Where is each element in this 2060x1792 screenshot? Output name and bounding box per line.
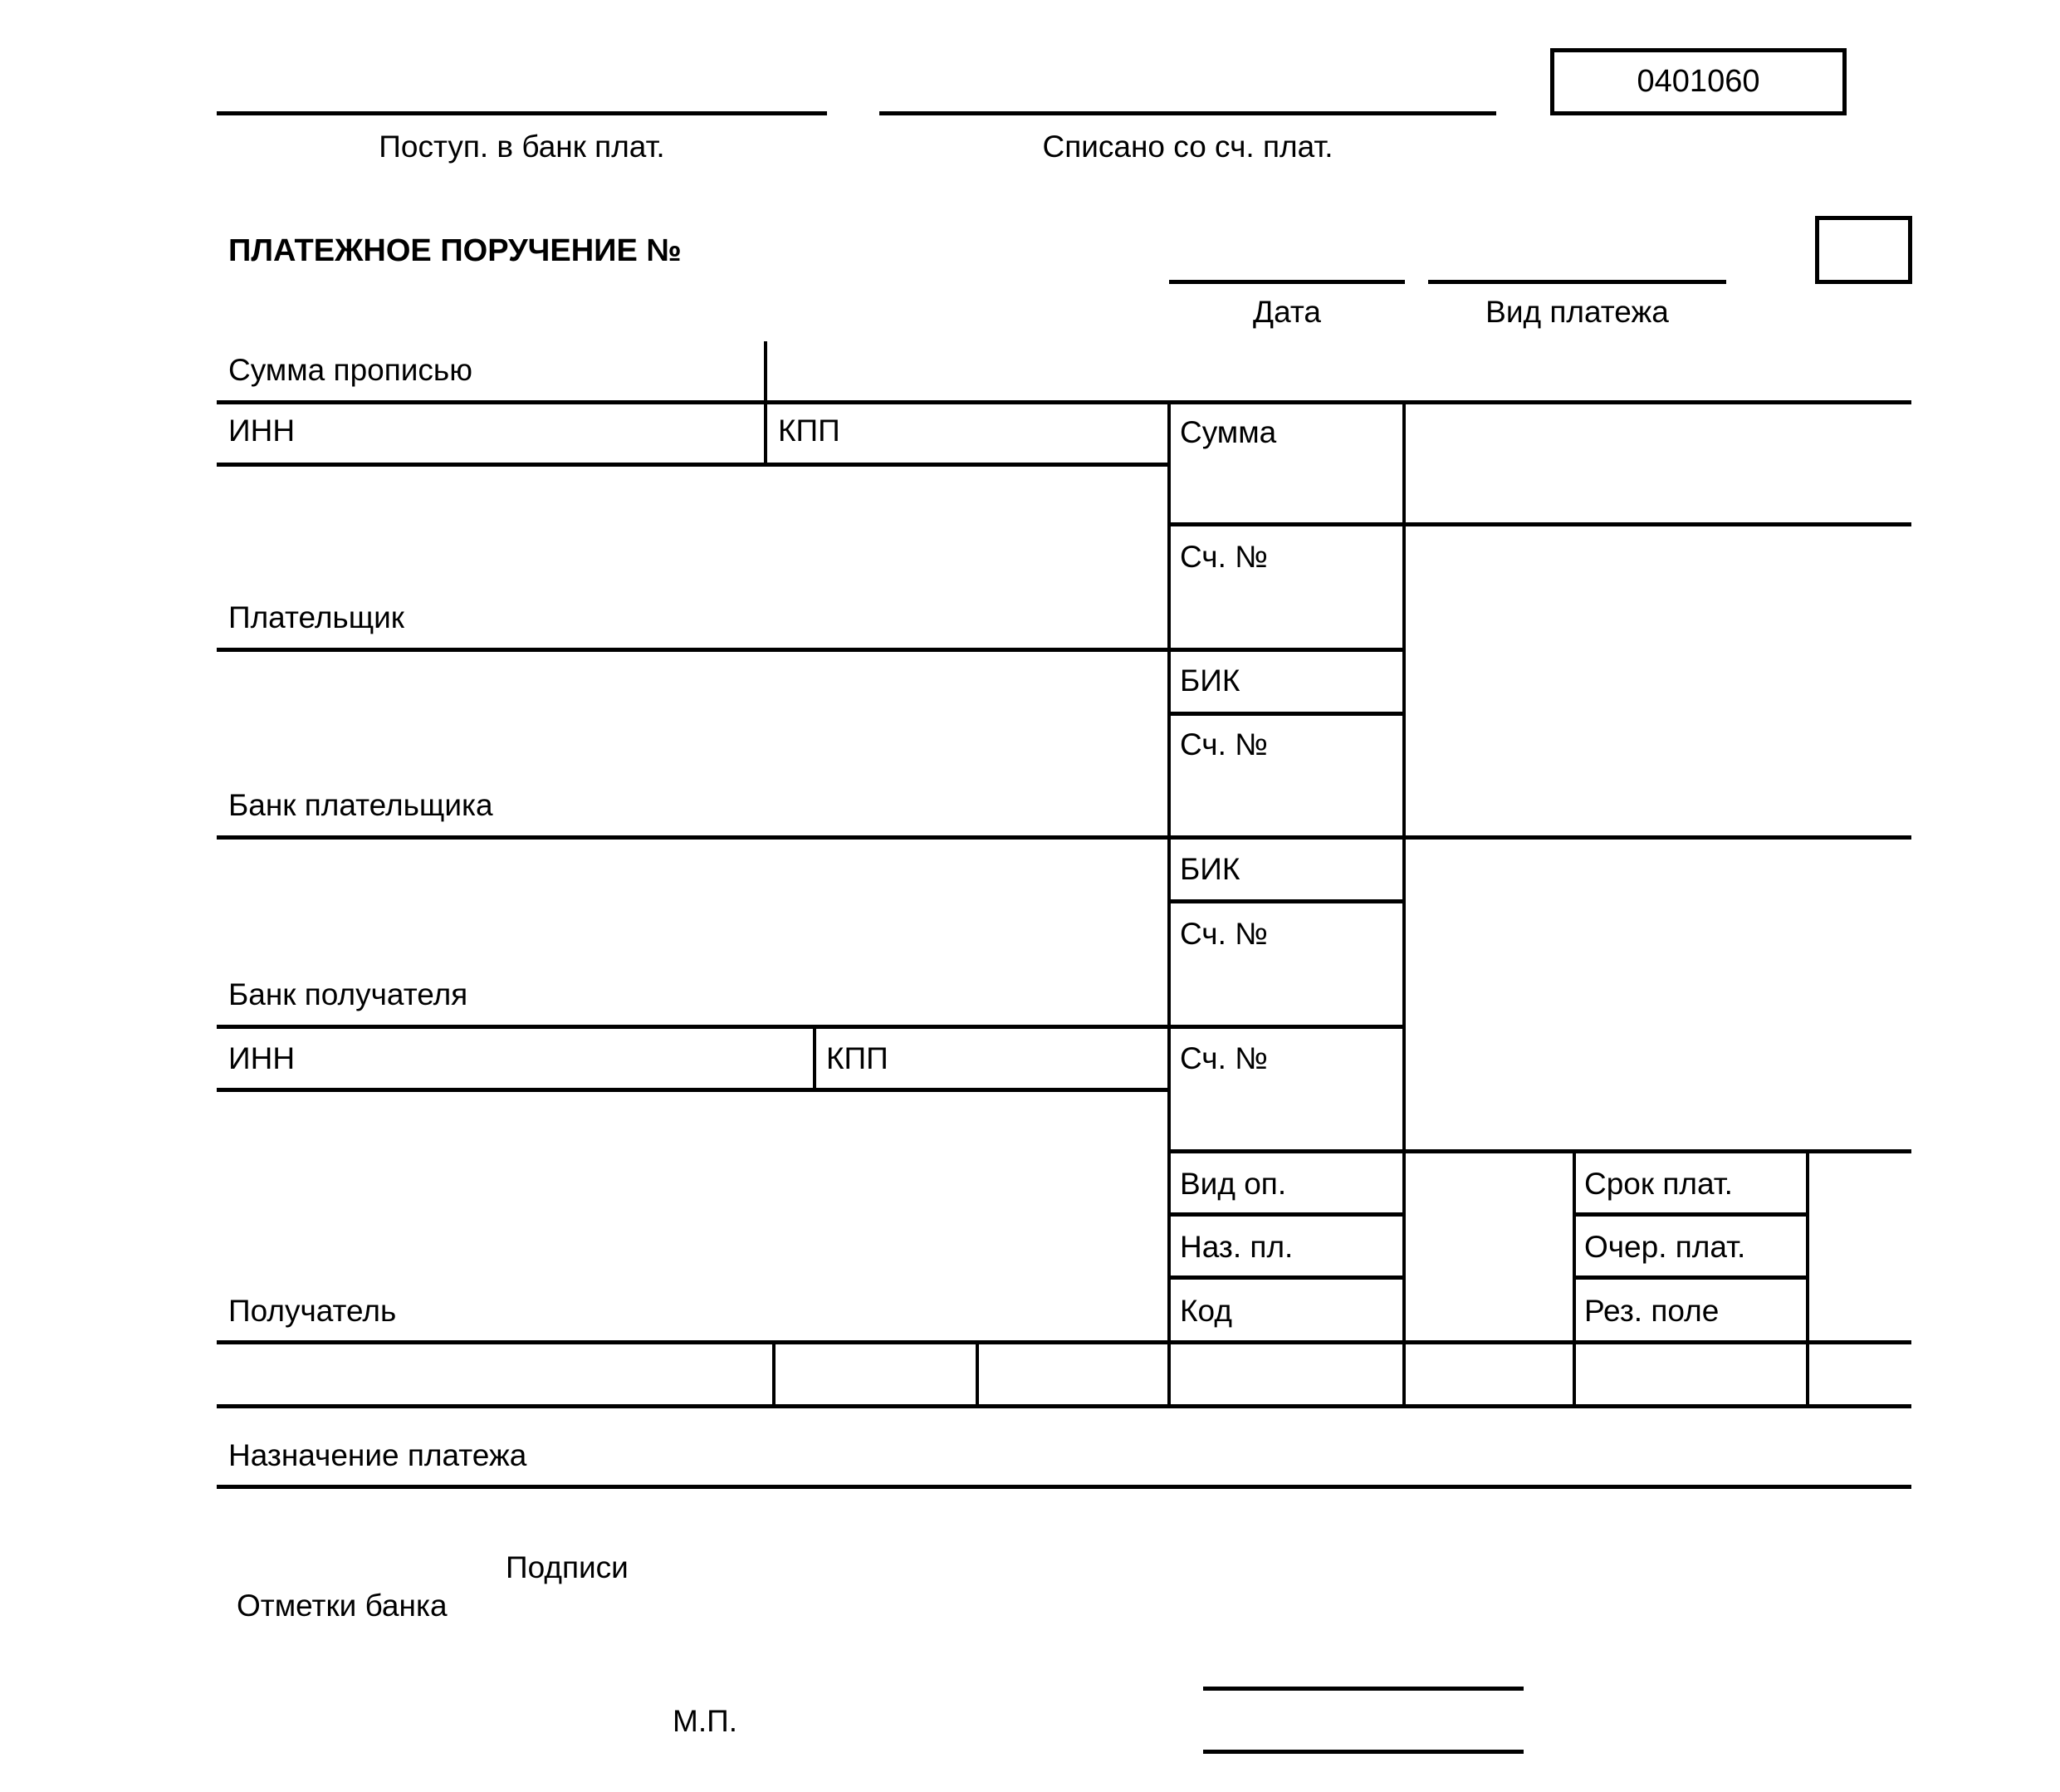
payer-bank-bik-field[interactable] <box>1407 652 1911 710</box>
col-line <box>813 1026 816 1090</box>
payee-bank-field[interactable] <box>217 840 1163 964</box>
received-date-line <box>217 111 827 115</box>
signature-line-2 <box>1203 1750 1524 1754</box>
priority-field[interactable] <box>1810 1217 1911 1275</box>
amount-words-divider <box>764 341 767 404</box>
col-line <box>1167 402 1171 1408</box>
form-code-box <box>1550 48 1847 115</box>
amount-words-field[interactable] <box>768 341 1911 402</box>
col-line <box>976 1342 979 1407</box>
payer-bank-account-field[interactable] <box>1407 716 1911 834</box>
payment-type-field[interactable] <box>1428 241 1726 282</box>
payee-kpp-field[interactable] <box>897 1029 1162 1087</box>
amount-words-label: Сумма прописью <box>228 353 472 387</box>
payee-label: Получатель <box>228 1294 397 1328</box>
due-date-field[interactable] <box>1810 1153 1911 1212</box>
signatures-label: Подписи <box>506 1550 629 1584</box>
debited-date-field[interactable] <box>879 66 1496 111</box>
code-label: Код <box>1180 1294 1232 1328</box>
col-line <box>1806 1151 1809 1408</box>
date-line <box>1169 280 1405 284</box>
payee-bank-bik-label: БИК <box>1180 852 1240 886</box>
payer-name-field[interactable] <box>217 467 1163 591</box>
payee-account-field[interactable] <box>1407 1029 1911 1148</box>
payee-bank-label: Банк получателя <box>228 977 468 1011</box>
payment-type-label: Вид платежа <box>1485 295 1669 329</box>
priority-label: Очер. плат. <box>1584 1230 1746 1264</box>
payment-purpose-code-label: Наз. пл. <box>1180 1230 1294 1264</box>
date-label: Дата <box>1253 295 1321 329</box>
payer-bank-account-label: Сч. № <box>1180 727 1268 761</box>
payer-inn-field[interactable] <box>299 404 760 461</box>
payee-inn-field[interactable] <box>299 1029 810 1087</box>
stamp-label: М.П. <box>673 1704 737 1738</box>
operation-type-label: Вид оп. <box>1180 1167 1287 1201</box>
payer-kpp-field[interactable] <box>847 404 1162 461</box>
payee-name-field[interactable] <box>217 1092 1163 1283</box>
document-title: ПЛАТЕЖНОЕ ПОРУЧЕНИЕ № <box>228 233 682 268</box>
row-line <box>1169 899 1405 903</box>
signature-line-1 <box>1203 1687 1524 1691</box>
bank-marks-label: Отметки банка <box>237 1589 448 1623</box>
payer-bank-label: Банк плательщика <box>228 788 493 822</box>
payer-account-label: Сч. № <box>1180 540 1268 574</box>
signature-field-2[interactable] <box>1203 1707 1524 1750</box>
payer-account-field[interactable] <box>1407 526 1911 648</box>
col-line <box>1573 1151 1576 1408</box>
tax-cell-5[interactable] <box>1407 1344 1572 1403</box>
col-line <box>764 402 767 465</box>
signature-field-1[interactable] <box>1203 1644 1524 1687</box>
date-field[interactable] <box>1169 241 1405 282</box>
amount-label: Сумма <box>1180 415 1277 449</box>
status-code-box[interactable] <box>1815 216 1912 284</box>
payee-account-label: Сч. № <box>1180 1041 1268 1075</box>
row-line <box>1169 1275 1405 1280</box>
debited-date-line <box>879 111 1496 115</box>
row-line <box>217 1485 1911 1489</box>
tax-cell-3[interactable] <box>980 1344 1167 1403</box>
operation-details-field[interactable] <box>1407 1153 1571 1339</box>
received-date-field[interactable] <box>217 66 827 111</box>
payer-kpp-label: КПП <box>778 414 840 448</box>
tax-cell-2[interactable] <box>776 1344 975 1403</box>
row-line <box>1574 1275 1808 1280</box>
amount-field[interactable] <box>1407 404 1911 521</box>
row-line <box>1169 1212 1405 1217</box>
payer-label: Плательщик <box>228 600 404 634</box>
payee-kpp-label: КПП <box>826 1041 888 1075</box>
tax-cell-6[interactable] <box>1577 1344 1805 1403</box>
purpose-label: Назначение платежа <box>228 1438 527 1472</box>
tax-cell-4[interactable] <box>1172 1344 1402 1403</box>
payee-bank-bik-field[interactable] <box>1407 840 1911 898</box>
form-code: 0401060 <box>1637 64 1760 99</box>
row-line <box>1169 712 1405 716</box>
tax-cell-7[interactable] <box>1810 1344 1911 1403</box>
payee-bank-account-field[interactable] <box>1407 903 1911 1023</box>
col-line <box>1402 402 1406 1408</box>
payer-inn-label: ИНН <box>228 414 296 448</box>
payer-bank-field[interactable] <box>217 652 1163 776</box>
reserve-field[interactable] <box>1810 1280 1911 1339</box>
payer-bank-bik-label: БИК <box>1180 663 1240 698</box>
payment-type-line <box>1428 280 1726 284</box>
row-line <box>1574 1212 1808 1217</box>
due-date-label: Срок плат. <box>1584 1167 1733 1201</box>
reserve-field-label: Рез. поле <box>1584 1294 1720 1328</box>
payee-inn-label: ИНН <box>228 1041 296 1075</box>
tax-cell-1[interactable] <box>217 1344 771 1403</box>
received-label: Поступ. в банк плат. <box>379 130 665 164</box>
debited-label: Списано со сч. плат. <box>1042 130 1333 164</box>
payee-bank-account-label: Сч. № <box>1180 917 1268 951</box>
col-line <box>772 1342 776 1407</box>
